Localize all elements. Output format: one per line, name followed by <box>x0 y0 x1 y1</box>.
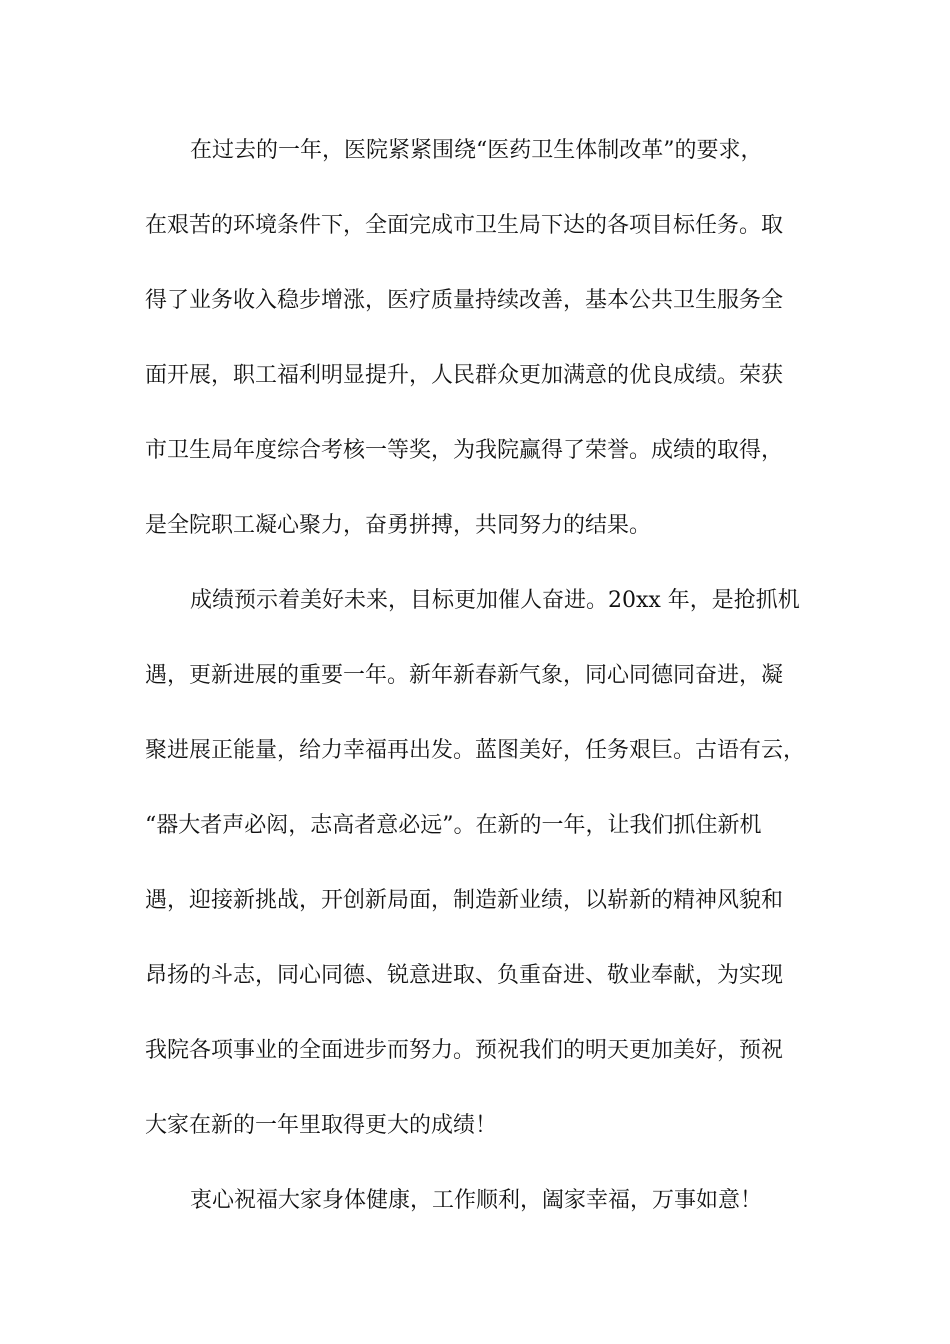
paragraph-2-line-8: 大家在新的一年里取得更大的成绩！ <box>145 1113 498 1138</box>
document-body <box>145 129 825 1254</box>
paragraph-1-line-4: 面开展，职工福利明显提升，人民群众更加满意的优良成绩。荣获 <box>145 363 784 388</box>
paragraph-2-line-6: 昂扬的斗志，同心同德、锐意进取、负重奋进、敬业奉献，为实现 <box>145 963 784 988</box>
paragraph-2-line-2: 遇，更新进展的重要一年。新年新春新气象，同心同德同奋进，凝 <box>145 663 784 688</box>
paragraph-2-line-3: 聚进展正能量，给力幸福再出发。蓝图美好，任务艰巨。古语有云， <box>145 738 806 763</box>
paragraph-2-line-1: 成绩预示着美好未来，目标更加催人奋进。20xx 年，是抢抓机 <box>190 588 800 613</box>
paragraph-1-line-2: 在艰苦的环境条件下，全面完成市卫生局下达的各项目标任务。取 <box>145 213 784 238</box>
paragraph-1-line-6: 是全院职工凝心聚力，奋勇拼搏，共同努力的结果。 <box>145 513 652 538</box>
paragraph-2-line-7: 我院各项事业的全面进步而努力。预祝我们的明天更加美好，预祝 <box>145 1038 784 1063</box>
paragraph-1-line-3: 得了业务收入稳步增涨，医疗质量持续改善，基本公共卫生服务全 <box>145 288 784 313</box>
paragraph-1-line-1: 在过去的一年，医院紧紧围绕“医药卫生体制改革”的要求， <box>190 138 763 163</box>
paragraph-1-line-5: 市卫生局年度综合考核一等奖，为我院赢得了荣誉。成绩的取得， <box>145 438 784 463</box>
paragraph-2-line-4: “器大者声必闳，志高者意必远”。在新的一年，让我们抓住新机 <box>145 813 762 838</box>
paragraph-2-line-5: 遇，迎接新挑战，开创新局面，制造新业绩，以崭新的精神风貌和 <box>145 888 784 913</box>
paragraph-3-line-1: 衷心祝福大家身体健康，工作顺利，阖家幸福，万事如意！ <box>190 1188 763 1213</box>
